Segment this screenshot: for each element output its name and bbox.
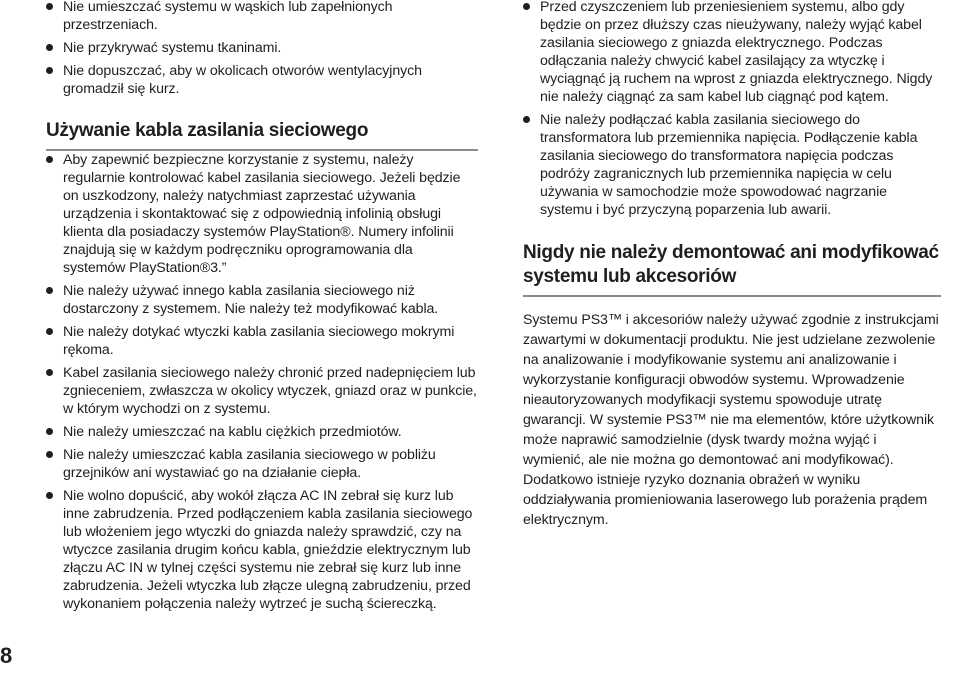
power-cable-list [46, 151, 478, 613]
list-item: Nie wolno dopuścić, aby wokół złącza AC IN zebrał się kurz lub inne zabrudzenia. Przed podłączeniem kabla zasilania sieciowego lub włożeniem jego wtyczki do gniazda należy sprawdzić, czy na wtyczce zasilania drugim końcu kabla, gnieździe elektrycznym lub złączu AC IN w tylnej części systemu nie zebrał się kurz lub inne zabrudzenia. Jeżeli wtyczka lub złącze ulegną zabrudzeniu, przed wykonaniem połączenia należy wytrzeć je suchą ściereczką. [46, 487, 478, 613]
list-item: Nie umieszczać systemu w wąskich lub zapełnionych przestrzeniach. [46, 0, 478, 34]
list-item: Nie należy podłączać kabla zasilania sieciowego do transformatora lub przemiennika napięcia. Podłączenie kabla zasilania sieciowego do transformatora napięcia podczas podróży zagranicznych lub przemiennika napięcia w celu używania w samochodzie może spowodować nagrzanie systemu i być przyczyną poparzenia lub awarii. [523, 111, 941, 219]
list-item: Przed czyszczeniem lub przeniesieniem systemu, albo gdy będzie on przez dłuższy czas nieużywany, należy wyjąć kabel zasilania sieciowego z gniazda elektrycznego. Podczas odłączania należy chwycić kabel zasilający za wtyczkę i wyciągnąć ją ruchem na wprost z gniazda elektrycznego. Nigdy nie należy ciągnąć za sam kabel lub ciągnąć pod kątem. [523, 0, 941, 106]
right-column [523, 0, 941, 544]
list-item: Nie należy umieszczać kabla zasilania sieciowego w pobliżu grzejników ani wystawiać go na działanie ciepła. [46, 446, 478, 482]
list-item: Nie dopuszczać, aby w okolicach otworów wentylacyjnych gromadził się kurz. [46, 62, 478, 98]
list-item: Nie należy dotykać wtyczki kabla zasilania sieciowego mokrymi rękoma. [46, 323, 478, 359]
left-column [46, 0, 478, 618]
list-item: Kabel zasilania sieciowego należy chronić przed nadepnięciem lub zgnieceniem, zwłaszcza w okolicy wtyczek, gniazd oraz w punkcie, w którym wychodzi on z systemu. [46, 364, 478, 418]
left-top-list [46, 0, 478, 98]
modification-paragraph: Systemu PS3™ i akcesoriów należy używać zgodnie z instrukcjami zawartymi w dokumentacji produktu. Nie jest udzielane zezwolenie na analizowanie i modyfikowanie systemu ani analizowanie i wykorzystanie konfiguracji obwodów systemu. Wprowadzenie nieautoryzowanych modyfikacji systemu spowoduje utratę gwarancji. W systemie PS3™ nie ma elementów, które użytkownik może naprawić samodzielnie (dysk twardy można wyjąć i wymienić, ale nie można go demontować ani modyfikować). Dodatkowo istnieje ryzyko doznania obrażeń w wyniku oddziaływania promieniowania laserowego lub porażenia prądem elektrycznym. [523, 312, 939, 528]
list-item: Nie należy używać innego kabla zasilania sieciowego niż dostarczony z systemem. Nie należy też modyfikować kabla. [46, 282, 478, 318]
list-item: Nie należy umieszczać na kablu ciężkich przedmiotów. [46, 423, 478, 441]
list-item: Aby zapewnić bezpieczne korzystanie z systemu, należy regularnie kontrolować kabel zasilania sieciowego. Jeżeli będzie on uszkodzony, należy natychmiast zaprzestać używania urządzenia i skontaktować się z odpowiednią infolinią obsługi klienta dla posiadaczy systemów PlayStation®. Numery infolinii znajdują się w każdym podręczniku oprogramowania dla systemów PlayStation®3.” [46, 151, 478, 277]
section-heading-power-cable: Używanie kabla zasilania sieciowego [46, 120, 478, 151]
list-item: Nie przykrywać systemu tkaninami. [46, 39, 478, 57]
right-top-list [523, 0, 941, 219]
page-number: 8 [0, 643, 13, 668]
section-heading-no-modification: Nigdy nie należy demontować ani modyfikować systemu lub akcesoriów [523, 241, 941, 297]
